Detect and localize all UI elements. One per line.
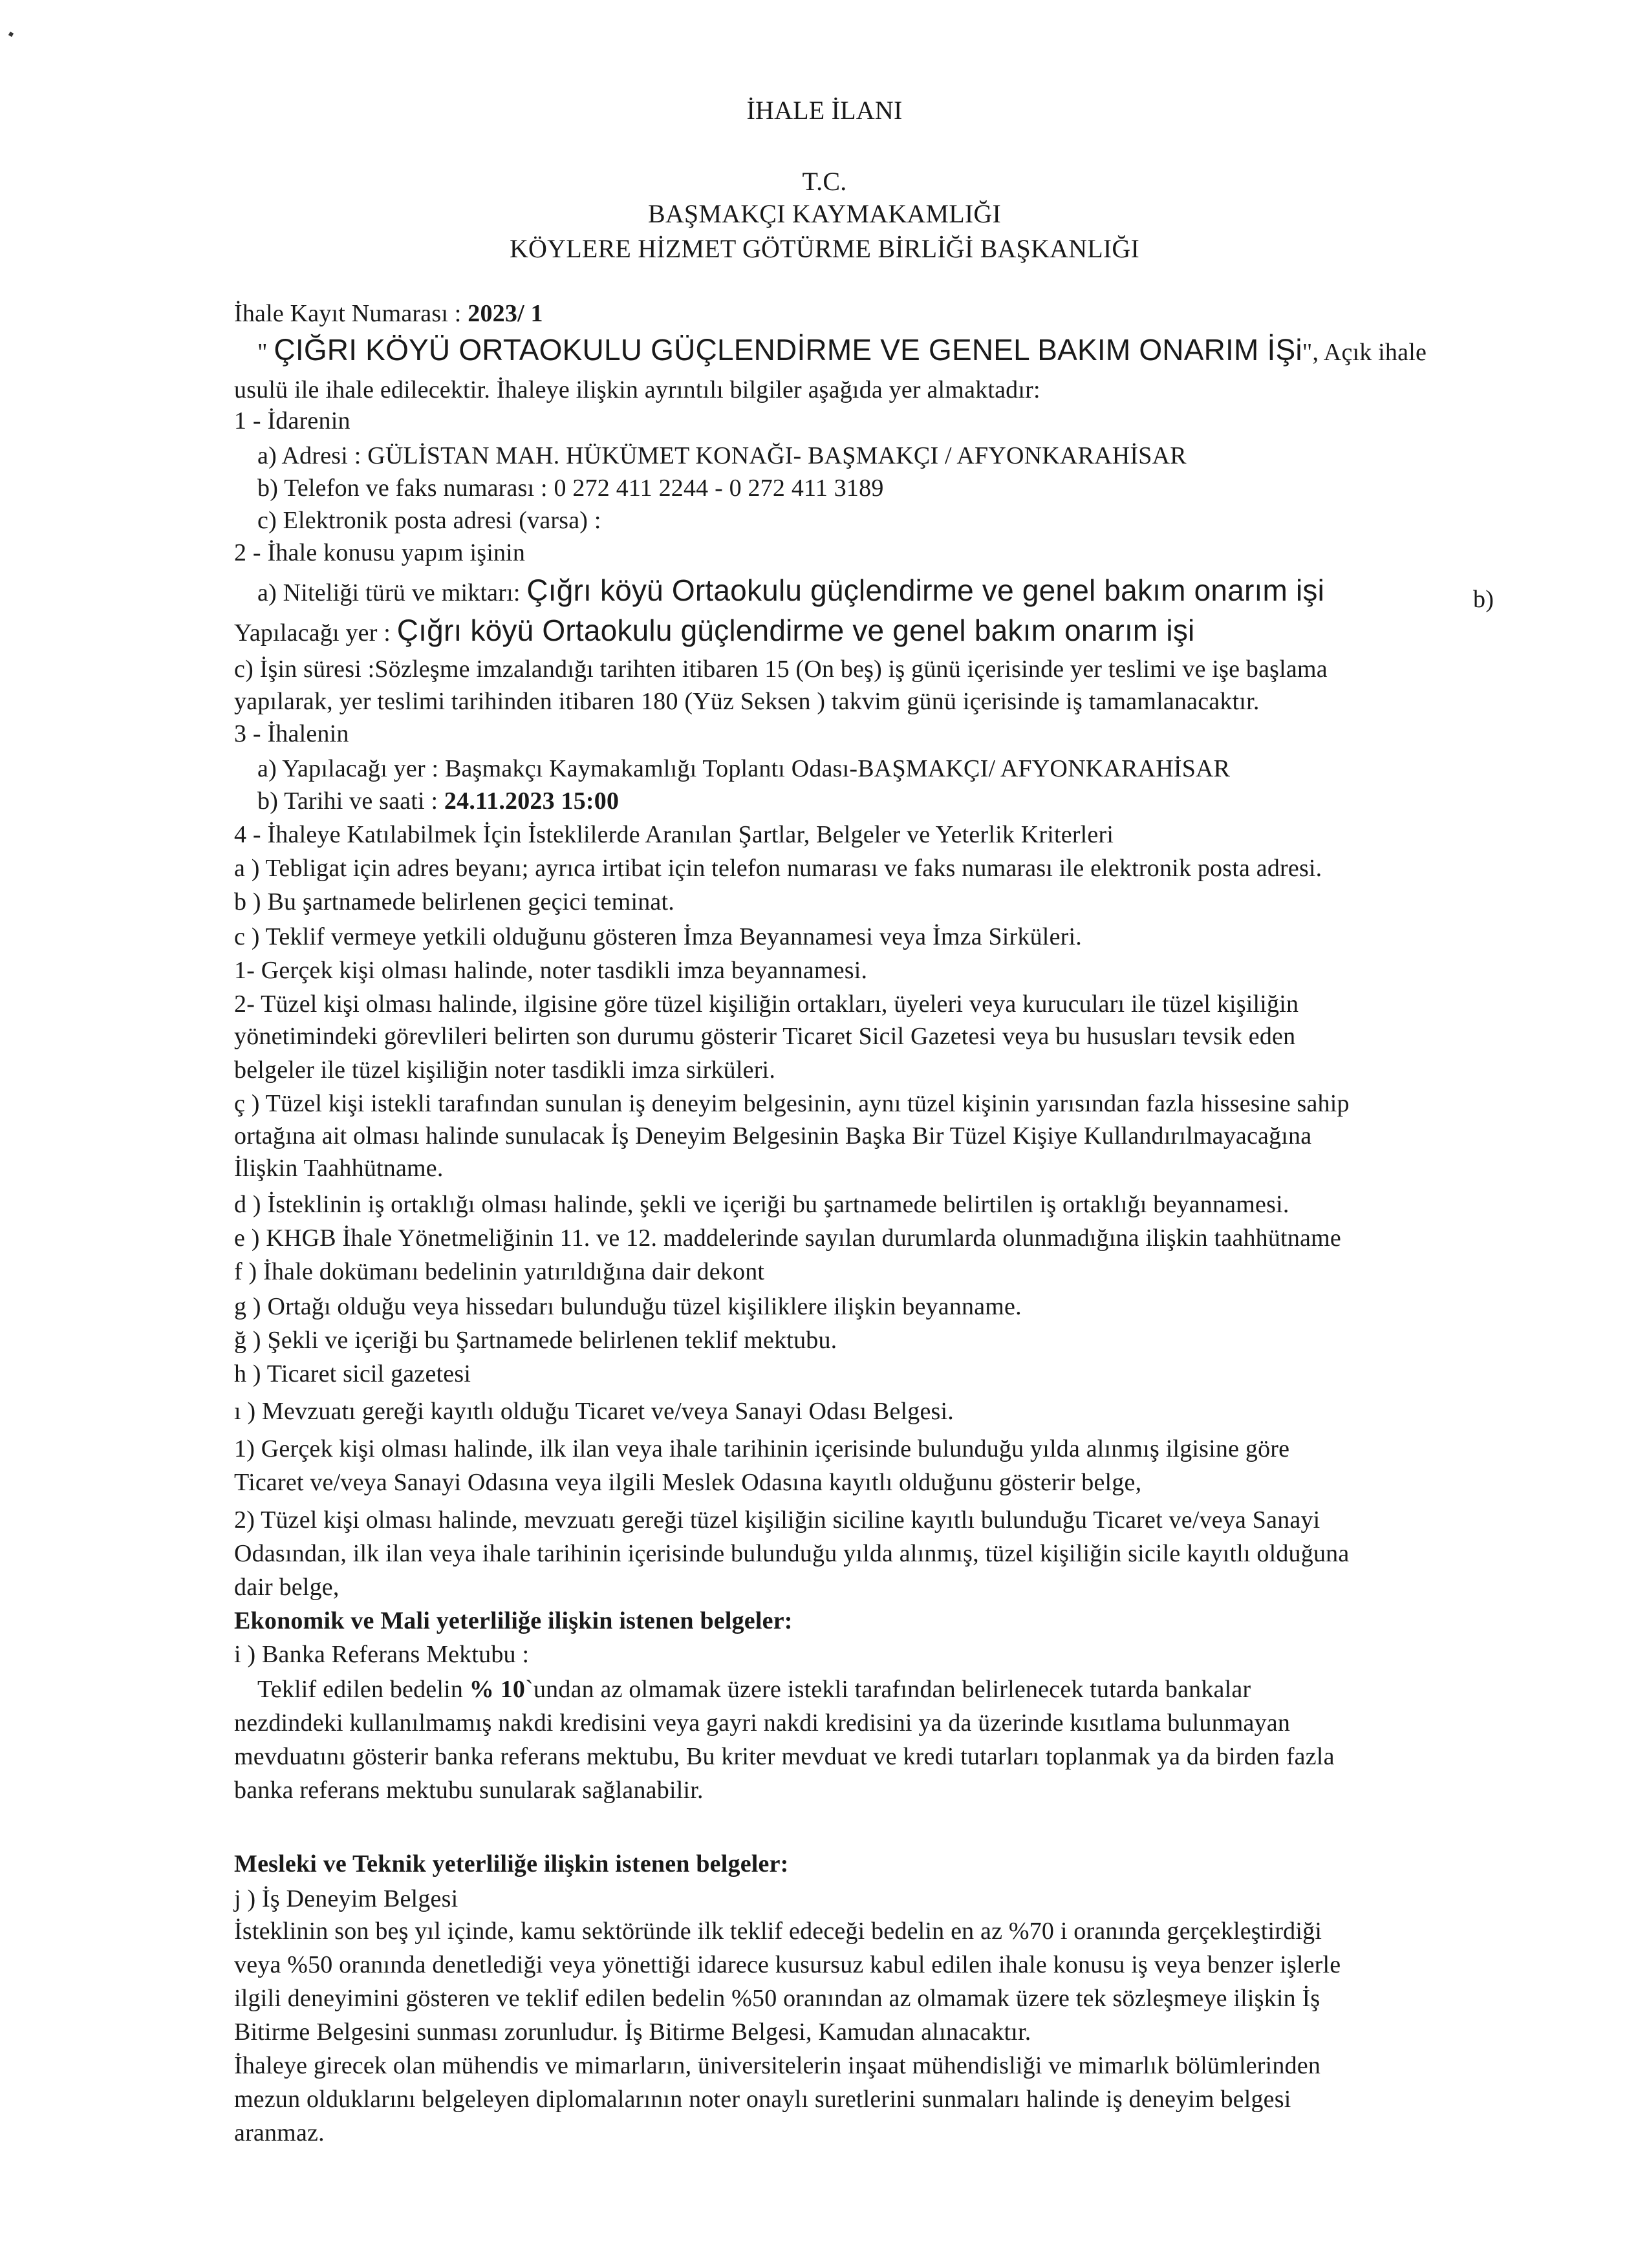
s1-phone-fax: b) Telefon ve faks numarası : 0 272 411 2244 - 0 272 411 3189 bbox=[257, 475, 884, 502]
s4-b: b ) Bu şartnamede belirlenen geçici teminat. bbox=[234, 888, 674, 915]
s4-heading: 4 - İhaleye Katılabilmek İçin İsteklilerde Aranılan Şartlar, Belgeler ve Yeterlik Kriterleri bbox=[234, 821, 1114, 848]
s2-b-label: Yapılacağı yer : bbox=[234, 619, 397, 647]
econ-p4: banka referans mektubu sunularak sağlanabilir. bbox=[234, 1777, 704, 1804]
s4-i2-line2: Odasından, ilk ilan veya ihale tarihinin içerisinde bulunduğu yılda alınmış, tüzel kişiliğin sicile kayıtlı olduğuna bbox=[234, 1540, 1350, 1567]
s4-c2-line1: 2- Tüzel kişi olması halinde, ilgisine göre tüzel kişiliğin ortakları, üyeleri veya kurucuları ile tüzel kişiliğin bbox=[234, 990, 1299, 1018]
s4-c1: 1- Gerçek kişi olması halinde, noter tasdikli imza beyannamesi. bbox=[234, 957, 868, 984]
s2-b-value: Çığrı köyü Ortaokulu güçlendirme ve genel bakım onarım işi bbox=[396, 614, 1195, 647]
s3-datetime-line bbox=[257, 786, 619, 816]
s2-a-value: Çığrı köyü Ortaokulu güçlendirme ve genel bakım onarım işi bbox=[526, 573, 1325, 607]
intro-line2: usulü ile ihale edilecektir. İhaleye ilişkin ayrıntılı bilgiler aşağıda yer almaktadır: bbox=[234, 376, 1040, 403]
s1-email: c) Elektronik posta adresi (varsa) : bbox=[257, 507, 601, 534]
work-title: ÇIĞRI KÖYÜ ORTAOKULU GÜÇLENDİRME VE GENEL BAKIM ONARIM İŞi bbox=[274, 333, 1302, 367]
tech-q1: İhaleye girecek olan mühendis ve mimarların, üniversitelerin inşaat mühendisliği ve mimarlık bölümlerinden bbox=[234, 2052, 1321, 2079]
econ-p3: mevduatını gösterir banka referans mektubu, Bu kriter mevduat ve kredi tutarları toplanmak ya da birden fazla bbox=[234, 1743, 1335, 1770]
tech-q3: aranmaz. bbox=[234, 2119, 325, 2146]
s4-e: e ) KHGB İhale Yönetmeliğinin 11. ve 12. maddelerinde sayılan durumlarda olunmadığına ilişkin taahhütname bbox=[234, 1225, 1341, 1252]
econ-p1-pre: Teklif edilen bedelin bbox=[257, 1676, 469, 1703]
s4-h: h ) Ticaret sicil gazetesi bbox=[234, 1360, 471, 1387]
s4-f: f ) İhale dokümanı bedelinin yatırıldığına dair dekont bbox=[234, 1258, 765, 1285]
econ-p2: nezdindeki kullanılmamış nakdi kredisini veya gayri nakdi kredisini ya da üzerinde kısıtlama bulunmayan bbox=[234, 1709, 1291, 1737]
s3-datetime-value: 24.11.2023 15:00 bbox=[444, 787, 620, 815]
econ-p1 bbox=[257, 1674, 1251, 1704]
s2-b-line bbox=[234, 615, 1194, 648]
quote-close: " bbox=[1302, 339, 1313, 366]
s4-gg: ğ ) Şekli ve içeriği bu Şartnamede belirlenen teklif mektubu. bbox=[234, 1327, 837, 1354]
quote-open: " bbox=[257, 339, 274, 366]
econ-heading: Ekonomik ve Mali yeterliliğe ilişkin istenen belgeler: bbox=[234, 1607, 793, 1634]
tender-type: , Açık ihale bbox=[1312, 339, 1427, 366]
s4-a: a ) Tebligat için adres beyanı; ayrıca irtibat için telefon numarası ve faks numarası ile elektronik posta adresi. bbox=[234, 855, 1322, 882]
s2-b-marker: b) bbox=[1473, 586, 1494, 613]
s4-i1-line1: 1) Gerçek kişi olması halinde, ilk ilan veya ihale tarihinin içerisinde bulunduğu yılda alınmış ilgisine göre bbox=[234, 1435, 1290, 1462]
tech-p2: veya %50 oranında denetlediği veya yönettiği idarece kusursuz kabul edilen ihale konusu iş veya benzer işlerle bbox=[234, 1951, 1341, 1978]
tech-q2: mezun olduklarını belgeleyen diplomalarının noter onaylı suretlerini sunmaları halinde iş deneyim belgesi bbox=[234, 2086, 1291, 2113]
tech-heading: Mesleki ve Teknik yeterliliğe ilişkin istenen belgeler: bbox=[234, 1850, 789, 1878]
s4-i: ı ) Mevzuatı gereği kayıtlı olduğu Ticaret ve/veya Sanayi Odası Belgesi. bbox=[234, 1398, 954, 1425]
s4-i2-line1: 2) Tüzel kişi olması halinde, mevzuatı gereği tüzel kişiliğin siciline kayıtlı bulunduğu Ticaret ve/veya Sanayi bbox=[234, 1506, 1320, 1534]
s1-heading: 1 - İdarenin bbox=[234, 407, 350, 434]
s4-i2-line3: dair belge, bbox=[234, 1574, 339, 1601]
registration-label: İhale Kayıt Numarası : bbox=[234, 300, 468, 327]
econ-p1-post: `undan az olmamak üzere istekli tarafından belirlenecek tutarda bankalar bbox=[525, 1676, 1251, 1703]
s2-a-label: a) Niteliği türü ve miktarı: bbox=[257, 579, 527, 606]
doc-title: İHALE İLANI bbox=[746, 96, 903, 125]
s3-heading: 3 - İhalenin bbox=[234, 720, 349, 747]
tech-p4: Bitirme Belgesini sunması zorunludur. İş Bitirme Belgesi, Kamudan alınacaktır. bbox=[234, 2018, 1031, 2046]
s4-g: g ) Ortağı olduğu veya hissedarı bulunduğu tüzel kişiliklere ilişkin beyanname. bbox=[234, 1293, 1022, 1320]
registration-line bbox=[234, 299, 543, 328]
s3-place: a) Yapılacağı yer : Başmakçı Kaymakamlığı Toplantı Odası-BAŞMAKÇI/ AFYONKARAHİSAR bbox=[257, 755, 1231, 782]
s3-datetime-label: b) Tarihi ve saati : bbox=[257, 787, 444, 815]
s4-c2-line2: yönetimindeki görevlileri belirten son durumu gösterir Ticaret Sicil Gazetesi veya bu hususları tevsik eden bbox=[234, 1023, 1296, 1050]
econ-p1-percent: % 10 bbox=[469, 1676, 526, 1703]
s2-c-line2: yapılarak, yer teslimi tarihinden itibaren 180 (Yüz Seksen ) takvim günü içerisinde iş tamamlanacaktır. bbox=[234, 688, 1260, 715]
econ-i: i ) Banka Referans Mektubu : bbox=[234, 1641, 530, 1668]
s4-c2-line3: belgeler ile tüzel kişiliğin noter tasdikli imza sirküleri. bbox=[234, 1056, 776, 1084]
registration-number: 2023/ 1 bbox=[468, 300, 543, 327]
tech-j: j ) İş Deneyim Belgesi bbox=[234, 1885, 458, 1912]
s4-i1-line2: Ticaret ve/veya Sanayi Odasına veya ilgili Meslek Odasına kayıtlı olduğunu gösterir belge, bbox=[234, 1469, 1142, 1496]
s2-a-line bbox=[257, 575, 1324, 608]
tech-p3: ilgili deneyimini gösteren ve teklif edilen bedelin %50 oranından az olmamak üzere tek sözleşmeye ilişkin İş bbox=[234, 1985, 1320, 2012]
scan-mark bbox=[8, 32, 14, 37]
header-tc: T.C. bbox=[802, 167, 847, 196]
tech-p1: İsteklinin son beş yıl içinde, kamu sektöründe ilk teklif edeceği bedelin en az %70 i oranında gerçekleştirdiği bbox=[234, 1918, 1322, 1945]
header-org2: KÖYLERE HİZMET GÖTÜRME BİRLİĞİ BAŞKANLIĞI bbox=[509, 234, 1140, 263]
header-org1: BAŞMAKÇI KAYMAKAMLIĞI bbox=[647, 199, 1002, 228]
s1-address: a) Adresi : GÜLİSTAN MAH. HÜKÜMET KONAĞI- BAŞMAKÇI / AFYONKARAHİSAR bbox=[257, 442, 1187, 469]
s4-cc-line2: ortağına ait olması halinde sunulacak İş Deneyim Belgesinin Başka Bir Tüzel Kişiye Kullandırılmayacağına bbox=[234, 1122, 1312, 1150]
s2-c-line1: c) İşin süresi :Sözleşme imzalandığı tarihten itibaren 15 (On beş) iş günü içerisinde yer teslimi ve işe başlama bbox=[234, 656, 1328, 683]
work-title-line bbox=[257, 335, 1427, 367]
s4-cc-line3: İlişkin Taahhütname. bbox=[234, 1155, 444, 1182]
s4-c: c ) Teklif vermeye yetkili olduğunu gösteren İmza Beyannamesi veya İmza Sirküleri. bbox=[234, 923, 1082, 950]
s2-heading: 2 - İhale konusu yapım işinin bbox=[234, 539, 526, 566]
s4-cc-line1: ç ) Tüzel kişi istekli tarafından sunulan iş deneyim belgesinin, aynı tüzel kişinin yarısından fazla hissesine sahip bbox=[234, 1090, 1350, 1117]
s4-d: d ) İsteklinin iş ortaklığı olması halinde, şekli ve içeriği bu şartnamede belirtilen iş ortaklığı beyannamesi. bbox=[234, 1191, 1289, 1218]
